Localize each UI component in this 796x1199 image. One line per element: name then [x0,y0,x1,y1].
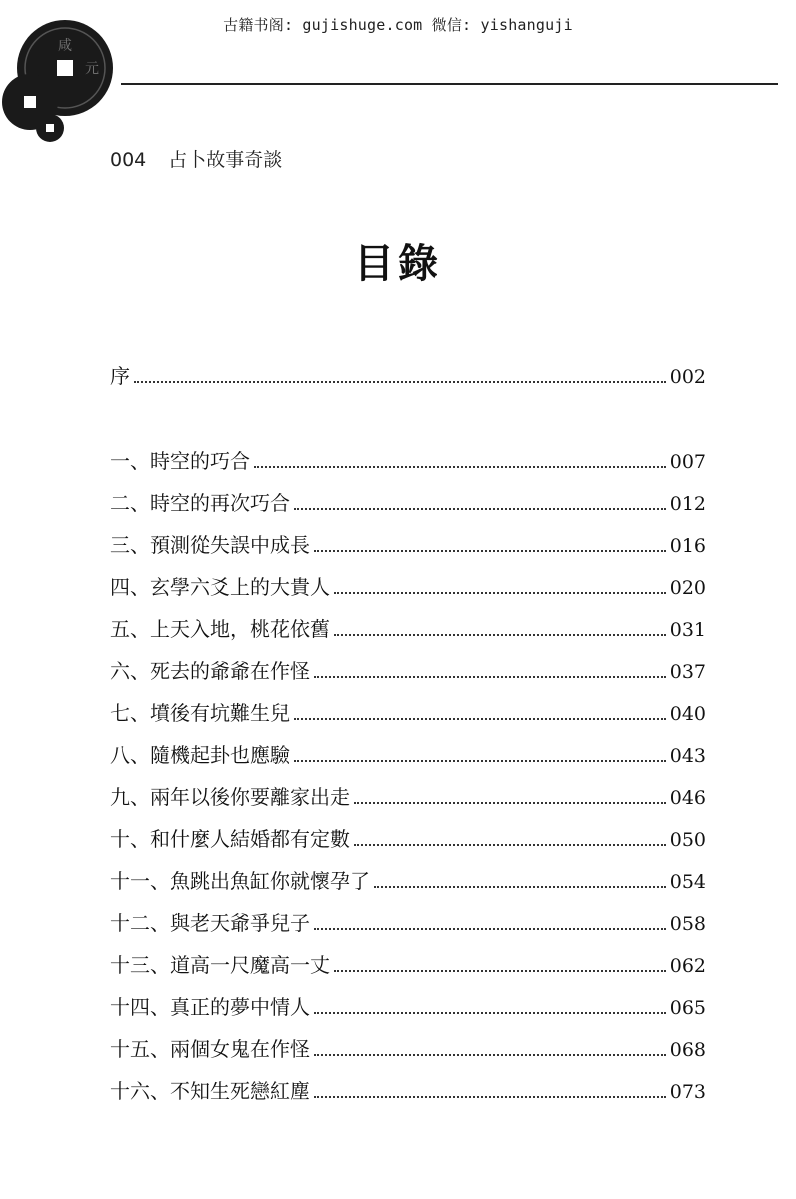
toc-entry-label: 九、兩年以後你要離家出走 [110,785,350,809]
toc-preface [110,360,706,402]
toc-entry-label: 序 [110,364,130,388]
leader-dots [314,1012,666,1014]
toc-entry-label: 十一、魚跳出魚缸你就懷孕了 [110,869,370,893]
toc-entry-chapter[interactable] [110,823,706,865]
toc-entry-page: 002 [669,366,706,388]
toc-entry-page: 054 [669,871,706,893]
toc-entry-chapter[interactable] [110,571,706,613]
leader-dots [354,844,666,846]
leader-dots [334,592,666,594]
toc-entry-page: 012 [669,493,706,515]
leader-dots [334,634,666,636]
leader-dots [374,886,666,888]
leader-dots [294,760,666,762]
toc-entry-page: 046 [669,787,706,809]
leader-dots [294,718,666,720]
toc-entry-label: 七、墳後有坑難生兒 [110,701,290,725]
toc-entry-chapter[interactable] [110,907,706,949]
toc-title: 目錄 [354,241,442,287]
toc-entry-label: 十四、真正的夢中情人 [110,995,310,1019]
toc-entry-label: 十、和什麼人結婚都有定數 [110,827,350,851]
leader-dots [314,1096,666,1098]
toc-entry-chapter[interactable] [110,949,706,991]
toc-entry-page: 037 [669,661,706,683]
svg-text:元: 元 [85,61,99,77]
svg-text:咸: 咸 [58,38,72,54]
toc-entry-label: 六、死去的爺爺在作怪 [110,659,310,683]
toc-entry-label: 三、預測從失誤中成長 [110,533,310,557]
toc-entry-label: 八、隨機起卦也應驗 [110,743,290,767]
toc-entry-chapter[interactable] [110,487,706,529]
watermark-text: 古籍书阁: gujishuge.com 微信: yishanguji [223,16,573,34]
leader-dots [334,970,666,972]
toc-entry-page: 050 [669,829,706,851]
toc-entry-page: 062 [669,955,706,977]
toc-entry-chapter[interactable] [110,655,706,697]
toc-entry-label: 十二、與老天爺爭兒子 [110,911,310,935]
leader-dots [314,550,666,552]
toc-entry-chapter[interactable] [110,445,706,487]
page-number: 004 [110,149,147,171]
header-rule [121,83,778,85]
toc-chapter-list [110,445,706,1117]
running-head [110,145,282,172]
toc-entry-page: 031 [669,619,706,641]
toc-entry-label: 四、玄學六爻上的大貴人 [110,575,330,599]
coin-logo [0,0,130,150]
toc-entry-chapter[interactable] [110,739,706,781]
leader-dots [314,1054,666,1056]
book-title: 占卜故事奇談 [168,149,283,171]
toc-entry-page: 058 [669,913,706,935]
toc-entry-label: 二、時空的再次巧合 [110,491,290,515]
toc-entry-chapter[interactable] [110,697,706,739]
toc-entry-label: 一、時空的巧合 [110,449,250,473]
leader-dots [254,466,666,468]
toc-entry-page: 073 [669,1081,706,1103]
toc-entry-page: 040 [669,703,706,725]
toc-entry-chapter[interactable] [110,991,706,1033]
leader-dots [314,928,666,930]
toc-entry-page: 016 [669,535,706,557]
leader-dots [314,676,666,678]
toc-entry-preface[interactable] [110,360,706,402]
toc-entry-chapter[interactable] [110,613,706,655]
toc-entry-page: 020 [669,577,706,599]
leader-dots [354,802,666,804]
toc-entry-label: 十五、兩個女鬼在作怪 [110,1037,310,1061]
toc-entry-page: 007 [669,451,706,473]
toc-entry-page: 043 [669,745,706,767]
leader-dots [294,508,666,510]
toc-entry-chapter[interactable] [110,1033,706,1075]
toc-entry-chapter[interactable] [110,1075,706,1117]
toc-entry-label: 十三、道高一尺魔高一丈 [110,953,330,977]
toc-entry-page: 065 [669,997,706,1019]
toc-entry-label: 五、上天入地，桃花依舊 [110,617,330,641]
toc-entry-page: 068 [669,1039,706,1061]
toc-entry-label: 十六、不知生死戀紅塵 [110,1079,310,1103]
leader-dots [134,381,666,383]
toc-entry-chapter[interactable] [110,781,706,823]
toc-entry-chapter[interactable] [110,529,706,571]
toc-entry-chapter[interactable] [110,865,706,907]
